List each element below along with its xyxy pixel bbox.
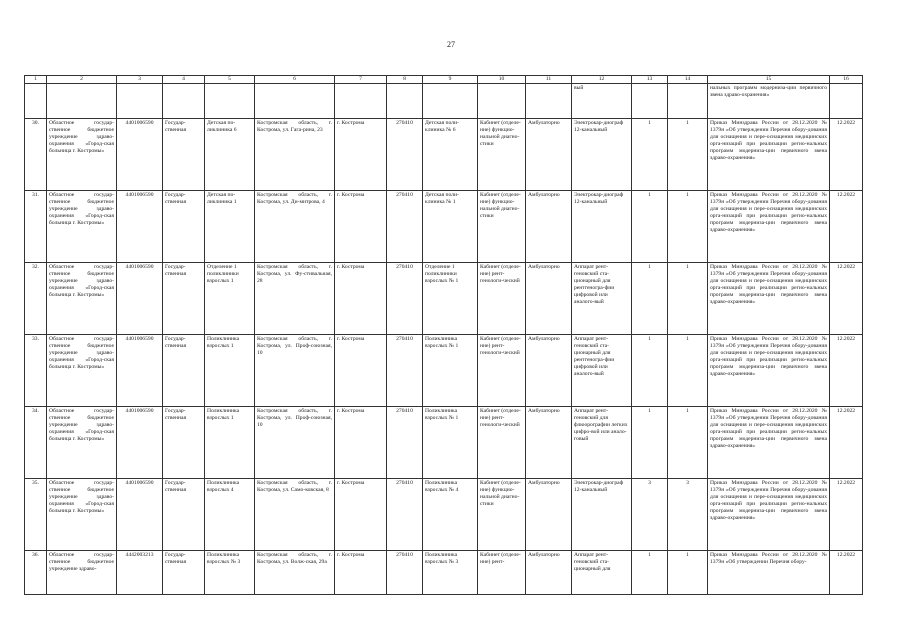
ownership-form-cell: Государ-ственная [163,191,205,263]
row-number-cell: 33. [25,335,47,407]
table-row [25,551,863,595]
table-row [25,263,863,335]
city-cell: г. Кострома [335,551,387,595]
table-cell [117,84,163,119]
quantity-cell: 1 [668,119,708,191]
ownership-form-cell: Государ-ственная [163,263,205,335]
inn-cell: 4401006590 [117,263,163,335]
care-mode-cell: Амбулаторно [526,119,572,191]
subdivision-cell: Поликлиника взрослых № 1 [423,335,478,407]
department-cell: Детская по-ликлиника 6 [205,119,255,191]
room-cell: Кабинет (отделе-ние) рент-генологи-ческий [478,263,526,335]
quantity-cell: 1 [668,263,708,335]
room-cell: Кабинет (отделе-ние) функцио-нальной диагно-стики [478,119,526,191]
code-cell: 270410 [387,551,423,595]
equipment-cell: Аппарат рент-геновский ста-ционарный для [572,551,632,595]
care-mode-cell: Амбулаторно [526,191,572,263]
room-cell: Кабинет (отделе-ние) рент-генологи-ческий [478,335,526,407]
table-cell [830,84,863,119]
address-cell: Костромская область, г. Кострома, ул. Ди-митрова, 4 [255,191,335,263]
ownership-form-cell: Государ-ственная [163,335,205,407]
row-number-cell: 31. [25,191,47,263]
inn-cell: 4401006590 [117,119,163,191]
equipment-cell: Электрокар-диограф 12-канальный [572,479,632,551]
quantity-cell: 1 [668,191,708,263]
care-mode-cell: Амбулаторно [526,335,572,407]
table-cell [632,84,668,119]
order-cell: Приказ Минздрава России от 28.12.2020 № 1379н «Об утверждении Перечня обору- [708,551,830,595]
code-cell: 270410 [387,191,423,263]
quantity-cell: 1 [668,407,708,479]
column-header: 8 [387,76,423,84]
quantity-cell: 3 [632,479,668,551]
table-cell [335,84,387,119]
address-cell: Костромская область, г. Кострома, ул. Само-ковская, 8 [255,479,335,551]
date-cell: 12.2022 [830,263,863,335]
page-number: 27 [447,40,455,49]
ownership-form-cell: Государ-ственная [163,479,205,551]
subdivision-cell: Поликлиника взрослых № 3 [423,551,478,595]
address-cell: Костромская область, г. Кострома, ул. Гага-рина, 23 [255,119,335,191]
order-cell: Приказ Минздрава России от 28.12.2020 № 1379н «Об утверждении Перечня обору-дования для оснащения и пере-оснащения медицинских орга-низаций при реализации регио-нальных программ модерниза-ции первичного звена здраво-охранения» [708,191,830,263]
city-cell: г. Кострома [335,263,387,335]
table-cell [255,84,335,119]
inn-cell: 4401006590 [117,335,163,407]
quantity-cell: 1 [668,551,708,595]
table-cell [205,84,255,119]
column-header: 7 [335,76,387,84]
code-cell: 270410 [387,479,423,551]
quantity-cell: 1 [632,335,668,407]
table-cell [478,84,526,119]
organization-cell: Областное государ-ственное бюджетное учреждение здраво-охранения «Город-ская больница г. Костромы» [47,119,117,191]
table-cell [387,84,423,119]
inn-cell: 4401006590 [117,407,163,479]
address-cell: Костромская область, г. Кострома, ул. Фу-стивальная, 28 [255,263,335,335]
subdivision-cell: Отделение 1 поликлиники взрослых № 1 [423,263,478,335]
organization-cell: Областное государ-ственное бюджетное учреждение здраво-охранения «Город-ская больница г. Костромы» [47,479,117,551]
column-header: 16 [830,76,863,84]
table-cell [47,84,117,119]
inn-cell: 4401006590 [117,479,163,551]
care-mode-cell: Амбулаторно [526,407,572,479]
address-cell: Костромская область, г. Кострома, ул. Волж-ская, 29а [255,551,335,595]
organization-cell: Областное государ-ственное бюджетное учреждение здраво-охранения «Город-ская больница г. Костромы» [47,335,117,407]
order-cell: нальных программ модерниза-ции первичного звена здраво-охранения» [708,84,830,119]
ownership-form-cell: Государ-ственная [163,119,205,191]
column-header: 9 [423,76,478,84]
quantity-cell: 1 [632,551,668,595]
equipment-cell: Аппарат рент-геновский ста-ционарный для рентгеногра-фии цифровой или аналого-вый [572,263,632,335]
row-number-cell: 36. [25,551,47,595]
room-cell: Кабинет (отделе-ние) функцио-нальной диагно-стики [478,479,526,551]
column-header: 10 [478,76,526,84]
quantity-cell: 1 [632,263,668,335]
table-cell [163,84,205,119]
room-cell: Кабинет (отделе-ние) рент- [478,551,526,595]
department-cell: Поликлиника взрослых 1 [205,407,255,479]
date-cell: 12.2022 [830,551,863,595]
order-cell: Приказ Минздрава России от 28.12.2020 № 1379н «Об утверждении Перечня обору-дования для оснащения и пере-оснащения медицинских орга-низаций при реализации регио-нальных программ модерниза-ции первичного звена здраво-охранения» [708,119,830,191]
column-header: 1 [25,76,47,84]
organization-cell: Областное государ-ственное бюджетное учреждение здраво-охранения «Город-ская больница г. Костромы» [47,407,117,479]
address-cell: Костромская область, г. Кострома, ул. Проф-союзная, 10 [255,407,335,479]
department-cell: Поликлиника взрослых № 3 [205,551,255,595]
equipment-cell: вый [572,84,632,119]
row-number-cell: 30. [25,119,47,191]
address-cell: Костромская область, г. Кострома, ул. Проф-союзная, 10 [255,335,335,407]
city-cell: г. Кострома [335,335,387,407]
table-row [25,119,863,191]
column-header: 14 [668,76,708,84]
table-row [25,407,863,479]
table-header-row [25,76,863,84]
equipment-table [24,75,863,595]
city-cell: г. Кострома [335,191,387,263]
column-header: 13 [632,76,668,84]
table-cell [526,84,572,119]
ownership-form-cell: Государ-ственная [163,407,205,479]
quantity-cell: 1 [668,335,708,407]
inn-cell: 4401006590 [117,191,163,263]
city-cell: г. Кострома [335,119,387,191]
equipment-cell: Электрокар-диограф 12-канальный [572,191,632,263]
care-mode-cell: Амбулаторно [526,263,572,335]
department-cell: Поликлиника взрослых 4 [205,479,255,551]
equipment-cell: Аппарат рент-геновский для флюорографии легких цифро-вой или анало-говый [572,407,632,479]
subdivision-cell: Детская поли-клиника № 1 [423,191,478,263]
code-cell: 270410 [387,119,423,191]
order-cell: Приказ Минздрава России от 28.12.2020 № 1379н «Об утверждении Перечня обору-дования для оснащения и пере-оснащения медицинских орга-низаций при реализации регио-нальных программ модерниза-ции первичного звена здраво-охранения» [708,335,830,407]
date-cell: 12.2022 [830,335,863,407]
table-row [25,479,863,551]
code-cell: 270410 [387,263,423,335]
quantity-cell: 1 [632,407,668,479]
column-header: 3 [117,76,163,84]
organization-cell: Областное государ-ственное бюджетное учреждение здраво- [47,551,117,595]
date-cell: 12.2022 [830,119,863,191]
table-cell [423,84,478,119]
room-cell: Кабинет (отделе-ние) рент-генологи-ческий [478,407,526,479]
date-cell: 12.2022 [830,407,863,479]
department-cell: Детская по-ликлиника 1 [205,191,255,263]
inn-cell: 4442003213 [117,551,163,595]
care-mode-cell: Амбулаторно [526,479,572,551]
subdivision-cell: Поликлиника взрослых № 1 [423,407,478,479]
table-cell [668,84,708,119]
organization-cell: Областное государ-ственное бюджетное учреждение здраво-охранения «Город-ская больница г. Костромы» [47,191,117,263]
date-cell: 12.2022 [830,479,863,551]
date-cell: 12.2022 [830,191,863,263]
column-header: 12 [572,76,632,84]
order-cell: Приказ Минздрава России от 28.12.2020 № 1379н «Об утверждении Перечня обору-дования для оснащения и пере-оснащения медицинских орга-низаций при реализации регио-нальных программ модерниза-ции первичного звена здраво-охранения» [708,407,830,479]
order-cell: Приказ Минздрава России от 28.12.2020 № 1379н «Об утверждении Перечня обору-дования для оснащения и пере-оснащения медицинских орга-низаций при реализации регио-нальных программ модерниза-ции первичного звена здраво-охранения» [708,263,830,335]
city-cell: г. Кострома [335,479,387,551]
quantity-cell: 3 [668,479,708,551]
subdivision-cell: Поликлиника взрослых № 4 [423,479,478,551]
column-header: 5 [205,76,255,84]
equipment-table-sheet [24,75,862,595]
table-row [25,191,863,263]
column-header: 11 [526,76,572,84]
code-cell: 270410 [387,335,423,407]
quantity-cell: 1 [632,191,668,263]
subdivision-cell: Детская поли-клиника № 6 [423,119,478,191]
column-header: 4 [163,76,205,84]
equipment-cell: Электрокар-диограф 12-канальный [572,119,632,191]
department-cell: Отделение 1 поликлиники взрослых 1 [205,263,255,335]
column-header: 2 [47,76,117,84]
room-cell: Кабинет (отделе-ние) функцио-нальной диагно-стики [478,191,526,263]
quantity-cell: 1 [632,119,668,191]
table-cell [25,84,47,119]
department-cell: Поликлиника взрослых 1 [205,335,255,407]
organization-cell: Областное государ-ственное бюджетное учреждение здраво-охранения «Город-ская больница г. Костромы» [47,263,117,335]
ownership-form-cell: Государ-ственная [163,551,205,595]
table-row [25,335,863,407]
row-number-cell: 35. [25,479,47,551]
row-number-cell: 34. [25,407,47,479]
city-cell: г. Кострома [335,407,387,479]
row-number-cell: 32. [25,263,47,335]
code-cell: 270410 [387,407,423,479]
column-header: 15 [708,76,830,84]
equipment-cell: Аппарат рент-геновский ста-ционарный для рентгеногра-фии цифровой или аналого-вый [572,335,632,407]
care-mode-cell: Амбулаторно [526,551,572,595]
order-cell: Приказ Минздрава России от 28.12.2020 № 1379н «Об утверждении Перечня обору-дования для оснащения и пере-оснащения медицинских орга-низаций при реализации регио-нальных программ модерниза-ции первичного звена здраво-охранения» [708,479,830,551]
continuation-row [25,84,863,119]
column-header: 6 [255,76,335,84]
